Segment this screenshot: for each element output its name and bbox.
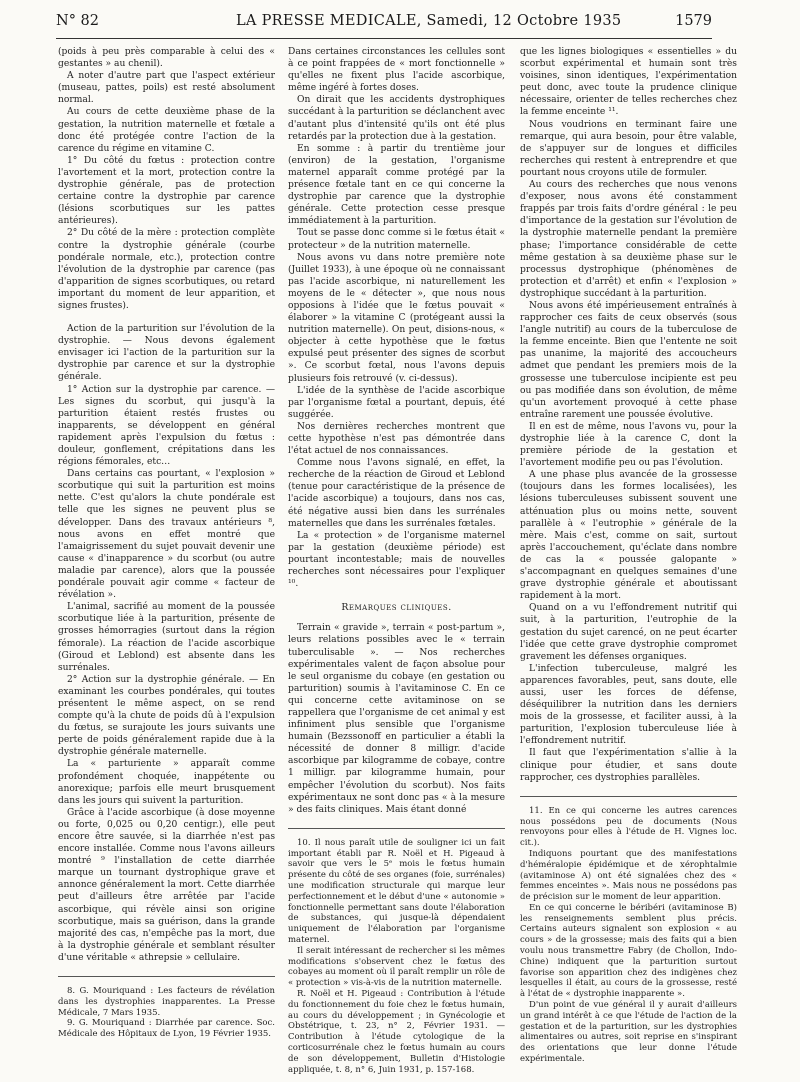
paragraph: Quand on a vu l'effondrement nutritif qui suit, à la parturition, l'eutrophie de la gestation du sujet carencé, on ne peut écarter l'idée que cette grave dystrophie compromet gravement les défenses organiques. [520,603,737,662]
paragraph: Au cours des recherches que nous venons d'exposer, nous avons été constamment frappés par trois faits d'ordre général : le peu d'importance de la gestation sur l'évolution de la dystrophie maternelle pendant la première phase; l'importance considérable de cette même gestation à sa deuxième phase sur le processus dystrophique (phénomènes de protection et d'arrêt) et enfin « l'explosion » dystrophique succédant à la parturition. [520,180,737,299]
footnote: R. Noël et H. Pigeaud : Contribution à l'étude du fonctionnement du foie chez le fœtus humain, au cours du développement ; in Gynécologie et Obstétrique, t. 23, n° 2, Février 1931. — Contribution à l'étude cytologique de la corticosurrénale chez le fœtus humain au cours de son développement, Bulletin d'Histologie appliquée, t. 8, n° 6, Juin 1931, p. 157-168. [288,988,505,1075]
footnote-rule [58,976,275,977]
paragraph: Terrain « gravide », terrain « post-partum », leurs relations possibles avec le « terrain tuberculisable ». — Nos recherches expérimentales valent de façon absolue pour le seul organisme du cobaye (en gestation ou parturition) soumis à l'avitaminose C. En ce qui concerne cette avitaminose on se rappellera que l'organisme de cet animal y est infiniment plus sensible que l'organisme humain (Bezssonoff en particulier a établi la nécessité de donner 8 milligr. d'acide ascorbique par kilogramme de cobaye, contre 1 milligr. par kilogramme humain, pour empêcher l'évolution du scorbut). Nos faits expérimentaux ne sont donc pas « à la mesure » des faits cliniques. Mais étant donné [288,623,505,815]
footnote: Indiquons pourtant que des manifestations d'héméralopie épidémique et de xérophtalmie (avitaminose A) ont été signalées chez des « femmes enceintes ». Mais nous ne possédons pas de précision sur le moment de leur apparition. [520,848,737,903]
paragraph: Au cours de cette deuxième phase de la gestation, la nutrition maternelle et fœtale a donc été protégée contre l'action de la carence du régime en vitamine C. [58,107,275,154]
paragraph: 1° Action sur la dystrophie par carence. — Les signes du scorbut, qui jusqu'à la parturition étaient restés frustes ou inapparents, se développent en général rapidement après l'expulsion du fœtus : douleur, gonflement, crépitations dans les régions fémorales, etc… [58,384,275,468]
issue-number: N° 82 [56,13,99,29]
footnote: D'un point de vue général il y aurait d'ailleurs un grand intérêt à ce que l'étude de l'action de la gestation et de la parturition, sur les dystrophies alimentaires ou autres, soit reprise en s'inspirant des orientations que leur donne l'étude expérimentale. [520,1000,737,1065]
column-3 [520,46,737,1065]
footnotes [520,806,737,1065]
paragraph: que les lignes biologiques « essentielles » du scorbut expérimental et humain sont très voisines, sinon identiques, l'expérimentation peut donc, avec toute la prudence clinique nécessaire, orienter de telles recherches chez la femme enceinte ¹¹. [520,47,737,118]
subheading: Remarques cliniques. [341,602,452,614]
paragraph: On dirait que les accidents dystrophiques succédant à la parturition se déclanchent avec d'autant plus d'intensité qu'ils ont été plus retardés par la protection due à la gestation. [288,95,505,142]
paragraph: 2° Du côté de la mère : protection complète contre la dystrophie générale (courbe pondérale normale, etc.), protection contre l'évolution de la dystrophie par carence (pas d'apparition de signes scorbutiques, ou retard important du moment de leur apparition, et signes frustes). [58,228,275,311]
paragraph: Nous avons vu dans notre première note (Juillet 1933), à une époque où ne connaissant pas l'acide ascorbique, ni naturellement les moyens de le « détecter », que nous nous opposions à l'idée que le fœtus pouvait « élaborer » la vitamine C (protégeant aussi la nutrition maternelle). On peut, disions-nous, « objecter à cette hypothèse que le fœtus expulsé peut présenter des signes de scorbut ». Ce scorbut fœtal, nous l'avons depuis plusieurs fois retrouvé (v. ci-dessus). [288,252,505,384]
paragraph: A noter d'autre part que l'aspect extérieur (museau, pattes, poils) est resté absolument normal. [58,71,275,106]
paragraph: Grâce à l'acide ascorbique (à dose moyenne ou forte, 0,025 ou 0,20 centigr.), elle peut encore être sauvée, si la diarrhée n'est pas encore installée. Comme nous l'avons ailleurs montré ⁹ l'installation de cette diarrhée marque un tournant dystrophique grave et annonce généralement la mort. Cette diarrhée peut d'ailleurs être arrêtée par l'acide ascorbique, qui révèle ainsi son origine scorbutique, mais sa guérison, dans la grande majorité des cas, n'empêche pas la mort, due à la dystrophie générale et semblant résulter d'une véritable « athrepsie » cellulaire. [58,807,275,963]
paragraph: L'infection tuberculeuse, malgré les apparences favorables, peut, sans doute, elle aussi, user les forces de défense, déséquilibrer la nutrition dans les derniers mois de la grossesse, et faciliter aussi, à la parturition, l'explosion tuberculeuse liée à l'effondrement nutritif. [520,663,737,747]
paragraph: 2° Action sur la dystrophie générale. — En examinant les courbes pondérales, qui toutes présentent le même aspect, on se rend compte qu'à la chute de poids dû à l'expulsion du fœtus, se surajoute les jours suivants une perte de poids généralement rapide due à la dystrophie générale maternelle. [58,674,275,758]
paragraph: Comme nous l'avons signalé, en effet, la recherche de la réaction de Giroud et Leblond (tenue pour caractéristique de la présence de l'acide ascorbique) a toujours, dans nos cas, été négative aussi bien dans les surrénales maternelles que dans les surrénales fœtales. [288,458,505,529]
footnote: En ce qui concerne le béribéri (avitaminose B) les renseignements semblent plus précis. Certains auteurs signalent son explosion « au cours » de la grossesse; mais des faits qui a bien voulu nous transmettre Fabry (de Chollon, Indo-Chine) indiquent que la parturition surtout favorise son apparition chez des indigènes chez lesquelles il était, au cours de la grossesse, resté à l'état de « dystrophie inapparente ». [520,902,737,1000]
paragraph: (poids à peu près comparable à celui des « gestantes » au chenil). [58,47,275,70]
paragraph: Il faut que l'expérimentation s'allie à la clinique pour étudier, et sans doute rapprocher, ces dystrophies parallèles. [520,748,737,783]
paragraph: L'animal, sacrifié au moment de la poussée scorbutique liée à la parturition, présente de grosses hémorragies (surtout dans la région fémorale). La réaction de l'acide ascorbique (Giroud et Leblond) est absente dans les surrénales. [58,602,275,673]
paragraph: En somme : à partir du trentième jour (environ) de la gestation, l'organisme maternel apparaît comme protégé par la présence fœtale tant en ce qui concerne la dystrophie par carence que la dystrophie générale. Cette protection cesse presque immédiatement à la parturition. [288,143,505,227]
paragraph: Il en est de même, nous l'avons vu, pour la dystrophie liée à la carence C, dont la première période de la gestation et l'avortement modifie peu ou pas l'évolution. [520,421,737,469]
paragraph: La « protection » de l'organisme maternel par la gestation (deuxième période) est pourtant incontestable; mais de nouvelles recherches sont nécessaires pour l'expliquer ¹⁰. [288,530,505,590]
page-header [56,13,712,37]
paragraph: Dans certains cas pourtant, « l'explosion » scorbutique qui suit la parturition est moins nette. C'est qu'alors la chute pondérale est telle que les signes ne peuvent plus se développer. Dans des travaux antérieurs ⁸, nous avons en effet montré que l'amaigrissement du sujet pouvait devenir une cause « d'inapparence » du scorbut (ou autre maladie par carence), alors que la poussée pondérale pouvait agir comme « facteur de révélation ». [58,469,275,601]
footnote-rule [520,796,737,797]
journal-title: LA PRESSE MEDICALE, Samedi, 12 Octobre 1935 [236,13,622,29]
footnotes [58,986,275,1040]
footnote: 8. G. Mouriquand : Les facteurs de révélation dans les dystrophies inapparentes. La Presse Médicale, 7 Mars 1935. [58,986,275,1018]
footnote: 10. Il nous paraît utile de souligner ici un fait important établi par R. Noël et H. Pigeaud à savoir que vers le 5ᵉ mois le fœtus humain présente du côté de ses organes (foie, surrénales) une modification structurale qui marque leur perfectionnement et le début d'une « autonomie » fonctionnelle permettant sans doute l'élaboration de substances, qui jusque-là dépendaient uniquement de l'élaboration par l'organisme maternel. [288,837,505,945]
footnote-rule [288,828,505,829]
paragraph: Dans certaines circonstances les cellules sont à ce point frappées de « mort fonctionnelle » qu'elles ne fixent plus l'acide ascorbique, même ingéré à fortes doses. [288,47,505,94]
footnotes [288,838,505,1076]
paragraph: La « parturiente » apparaît comme profondément choquée, inappétente ou anorexique; parfois elle meurt brusquement dans les jours qui suivent la parturition. [58,759,275,806]
paragraph: Tout se passe donc comme si le fœtus était « protecteur » de la nutrition maternelle. [288,228,505,251]
footnote: 11. En ce qui concerne les autres carences nous possédons peu de documents (Nous renvoyons pour elles à l'étude de H. Vignes loc. cit.). [520,805,737,849]
page-number: 1579 [675,13,712,29]
section-heading-paragraph: Action de la parturition sur l'évolution de la dystrophie. — Nous devons également envisager ici l'action de la parturition sur la dystrophie par carence et sur la dystrophie générale. [58,324,275,383]
paragraph: Nos dernières recherches montrent que cette hypothèse n'est pas démontrée dans l'état actuel de nos connaissances. [288,421,505,457]
paragraph: L'idée de la synthèse de l'acide ascorbique par l'organisme fœtal a pourtant, depuis, été suggérée. [288,385,505,420]
footnote: Il serait intéressant de rechercher si les mêmes modifications s'observent chez le fœtus des cobayes au moment où il paraît remplir un rôle de « protection » vis-à-vis de la nutrition maternelle. [288,945,505,989]
footnote: 9. G. Mouriquand : Diarrhée par carence. Soc. Médicale des Hôpitaux de Lyon, 19 Février 1935. [58,1018,275,1040]
paragraph: Nous voudrions en terminant faire une remarque, qui aura besoin, pour être valable, de s'appuyer sur de longues et difficiles recherches qui restent à entreprendre et que pourtant nous croyons utile de formuler. [520,119,737,178]
column-1 [58,46,275,1040]
paragraph: A une phase plus avancée de la grossesse (toujours dans les formes localisées), les lésions tuberculeuses subissent souvent une atténuation plus ou moins nette, souvent parallèle à « l'eutrophie » générale de la mère. Mais c'est, comme on sait, surtout après l'accouchement, qu'éclate dans nombre de cas la « poussée galopante » s'accompagnant en quelques semaines d'une grave dystrophie générale et aboutissant rapidement à la mort. [520,470,737,602]
header-rule [56,38,712,39]
paragraph: 1° Du côté du fœtus : protection contre l'avortement et la mort, protection contre la dystrophie générale, pas de protection certaine contre la dystrophie par carence (lésions scorbutiques sur les pattes antérieures). [58,155,275,227]
column-2 [288,46,505,1075]
paragraph: Nous avons été impérieusement entraînés à rapprocher ces faits de ceux observés (sous l'angle nutritif) au cours de la tuberculose de la femme enceinte. Bien que l'entente ne soit pas unanime, la majorité des accoucheurs admet que pendant les premiers mois de la grossesse une tuberculose incipiente est peu ou pas modifiée dans son évolution, de même qu'un avortement provoqué à cette phase entraîne rarement une poussée évolutive. [520,300,737,420]
